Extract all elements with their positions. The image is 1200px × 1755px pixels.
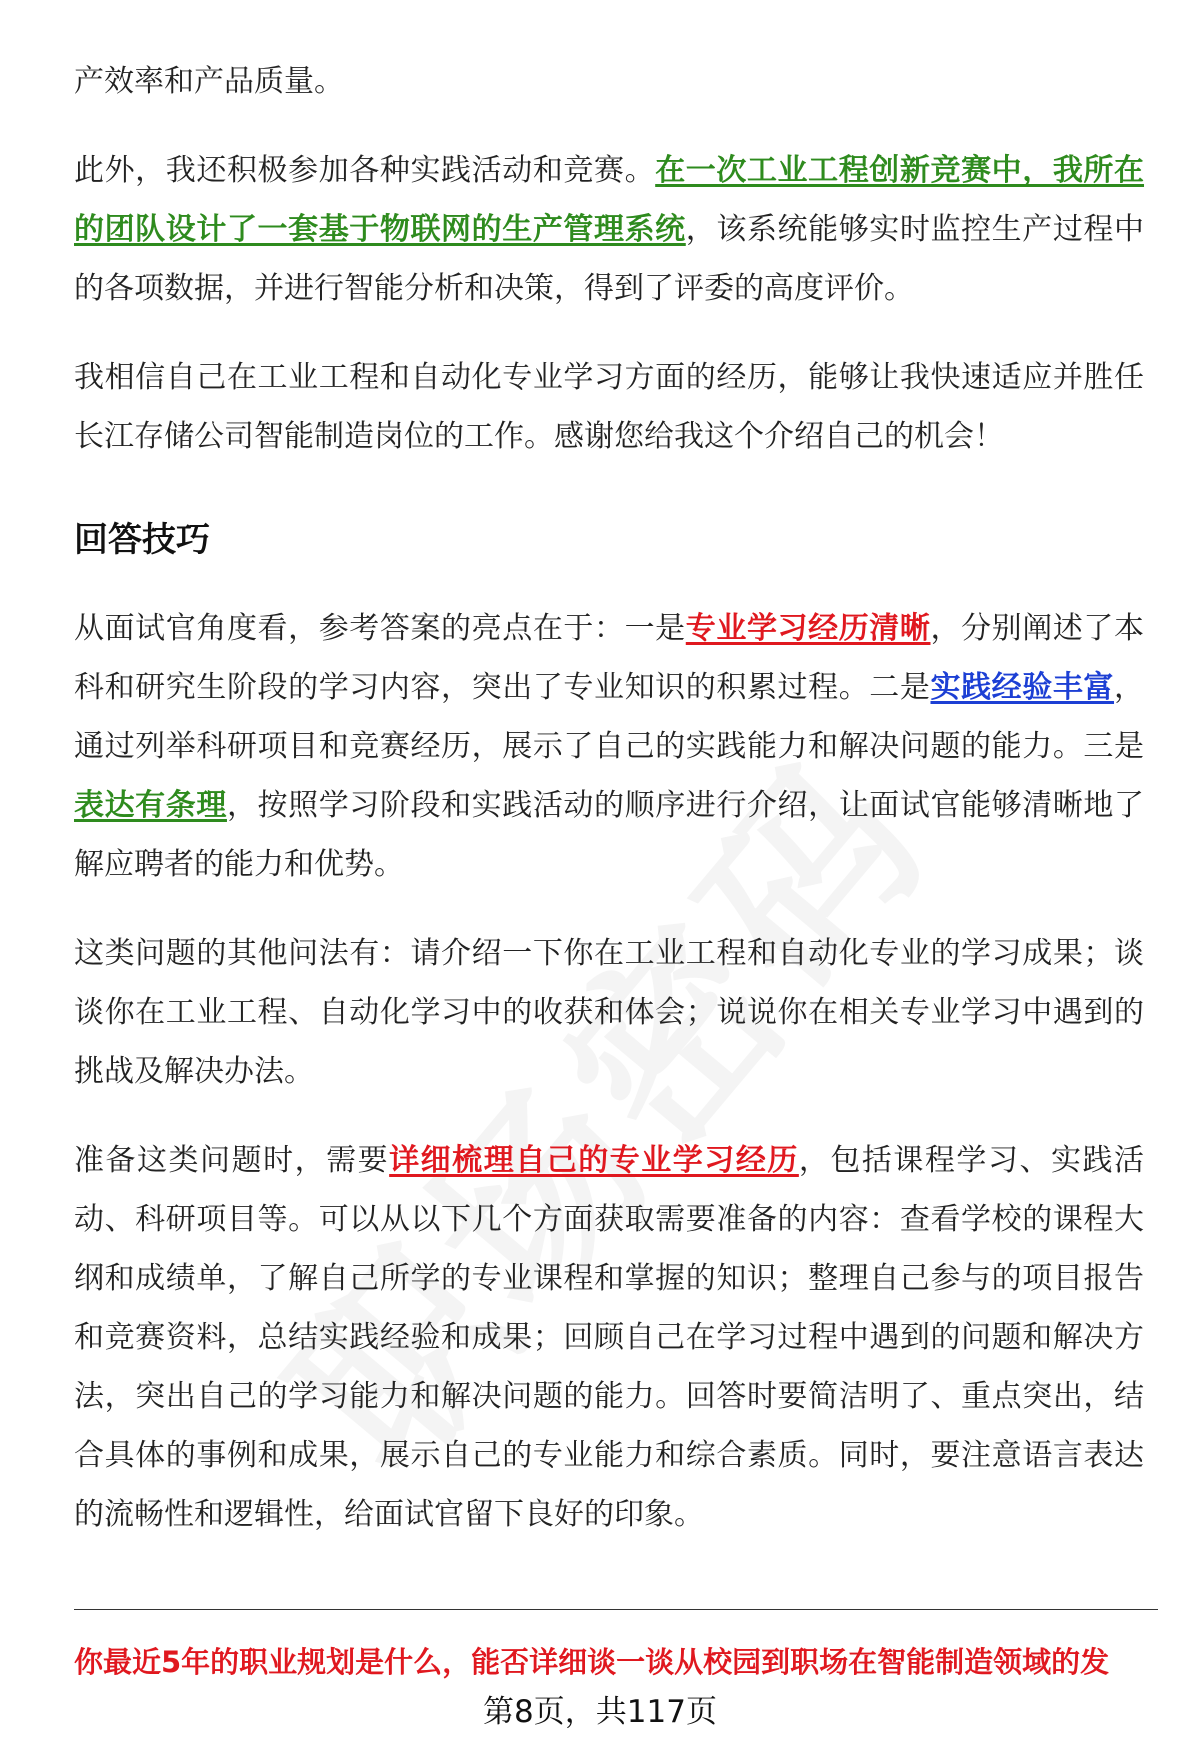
paragraph-continuation	[74, 52, 1144, 111]
paragraph-text: ，分别阐述了本科和研究生阶段的学习内容，突出了专业知识的积累过程。二是	[74, 611, 1145, 705]
section-heading: 回答技巧	[74, 520, 210, 560]
page-number: 第8页，共117页	[483, 1694, 717, 1730]
highlight-review-experience: 详细梳理自己的专业学习经历	[389, 1143, 799, 1178]
highlight-study-experience: 专业学习经历清晰	[685, 611, 931, 646]
paragraph-text: 此外，我还积极参加各种实践活动和竞赛。	[74, 153, 656, 188]
main-content	[74, 52, 1144, 1574]
paragraph-text: 我相信自己在工业工程和自动化专业学习方面的经历，能够让我快速适应并胜任长江存储公司智能制造岗位的工作。感谢您给我这个介绍自己的机会！	[74, 360, 1144, 454]
tip-paragraph-highlights	[74, 599, 1144, 894]
highlight-organized-expression: 表达有条理	[74, 788, 227, 823]
paragraph-text: 产效率和产品质量。	[74, 64, 344, 99]
next-question-title: 你最近5年的职业规划是什么，能否详细谈一谈从校园到职场在智能制造领域的发	[74, 1645, 1110, 1679]
tip-paragraph-preparation	[74, 1131, 1144, 1544]
paragraph-text: ，该系统能够实时监控生产过程中的各项数据，并进行智能分析和决策，得到了评委的高度评价。	[74, 212, 1145, 306]
paragraph-text: ，通过列举科研项目和竞赛经历，展示了自己的实践能力和解决问题的能力。三是	[74, 670, 1145, 764]
paragraph-closing	[74, 348, 1144, 466]
paragraph-text: ，包括课程学习、实践活动、科研项目等。可以从以下几个方面获取需要准备的内容：查看学校的课程大纲和成绩单，了解自己所学的专业课程和掌握的知识；整理自己参与的项目报告和竞赛资料，总结实践经验和成果；回顾自己在学习过程中遇到的问题和解决方法，突出自己的学习能力和解决问题的能力。回答时要简洁明了、重点突出，结合具体的事例和成果，展示自己的专业能力和综合素质。同时，要注意语言表达的流畅性和逻辑性，给面试官留下良好的印象。	[74, 1143, 1145, 1532]
paragraph-text: ，按照学习阶段和实践活动的顺序进行介绍，让面试官能够清晰地了解应聘者的能力和优势。	[74, 788, 1145, 882]
highlight-competition: 在一次工业工程创新竞赛中，我所在的团队设计了一套基于物联网的生产管理系统	[74, 153, 1145, 247]
paragraph-text: 这类问题的其他问法有：请介绍一下你在工业工程和自动化专业的学习成果；谈谈你在工业工程、自动化学习中的收获和体会；说说你在相关专业学习中遇到的挑战及解决办法。	[74, 936, 1144, 1089]
highlight-practice-experience: 实践经验丰富	[930, 670, 1115, 705]
paragraph-text: 准备这类问题时，需要	[74, 1143, 390, 1178]
paragraph-text: 从面试官角度看，参考答案的亮点在于：一是	[74, 611, 686, 646]
paragraph-competition	[74, 141, 1144, 318]
tip-paragraph-other-questions	[74, 924, 1144, 1101]
footer-divider	[74, 1609, 1158, 1610]
